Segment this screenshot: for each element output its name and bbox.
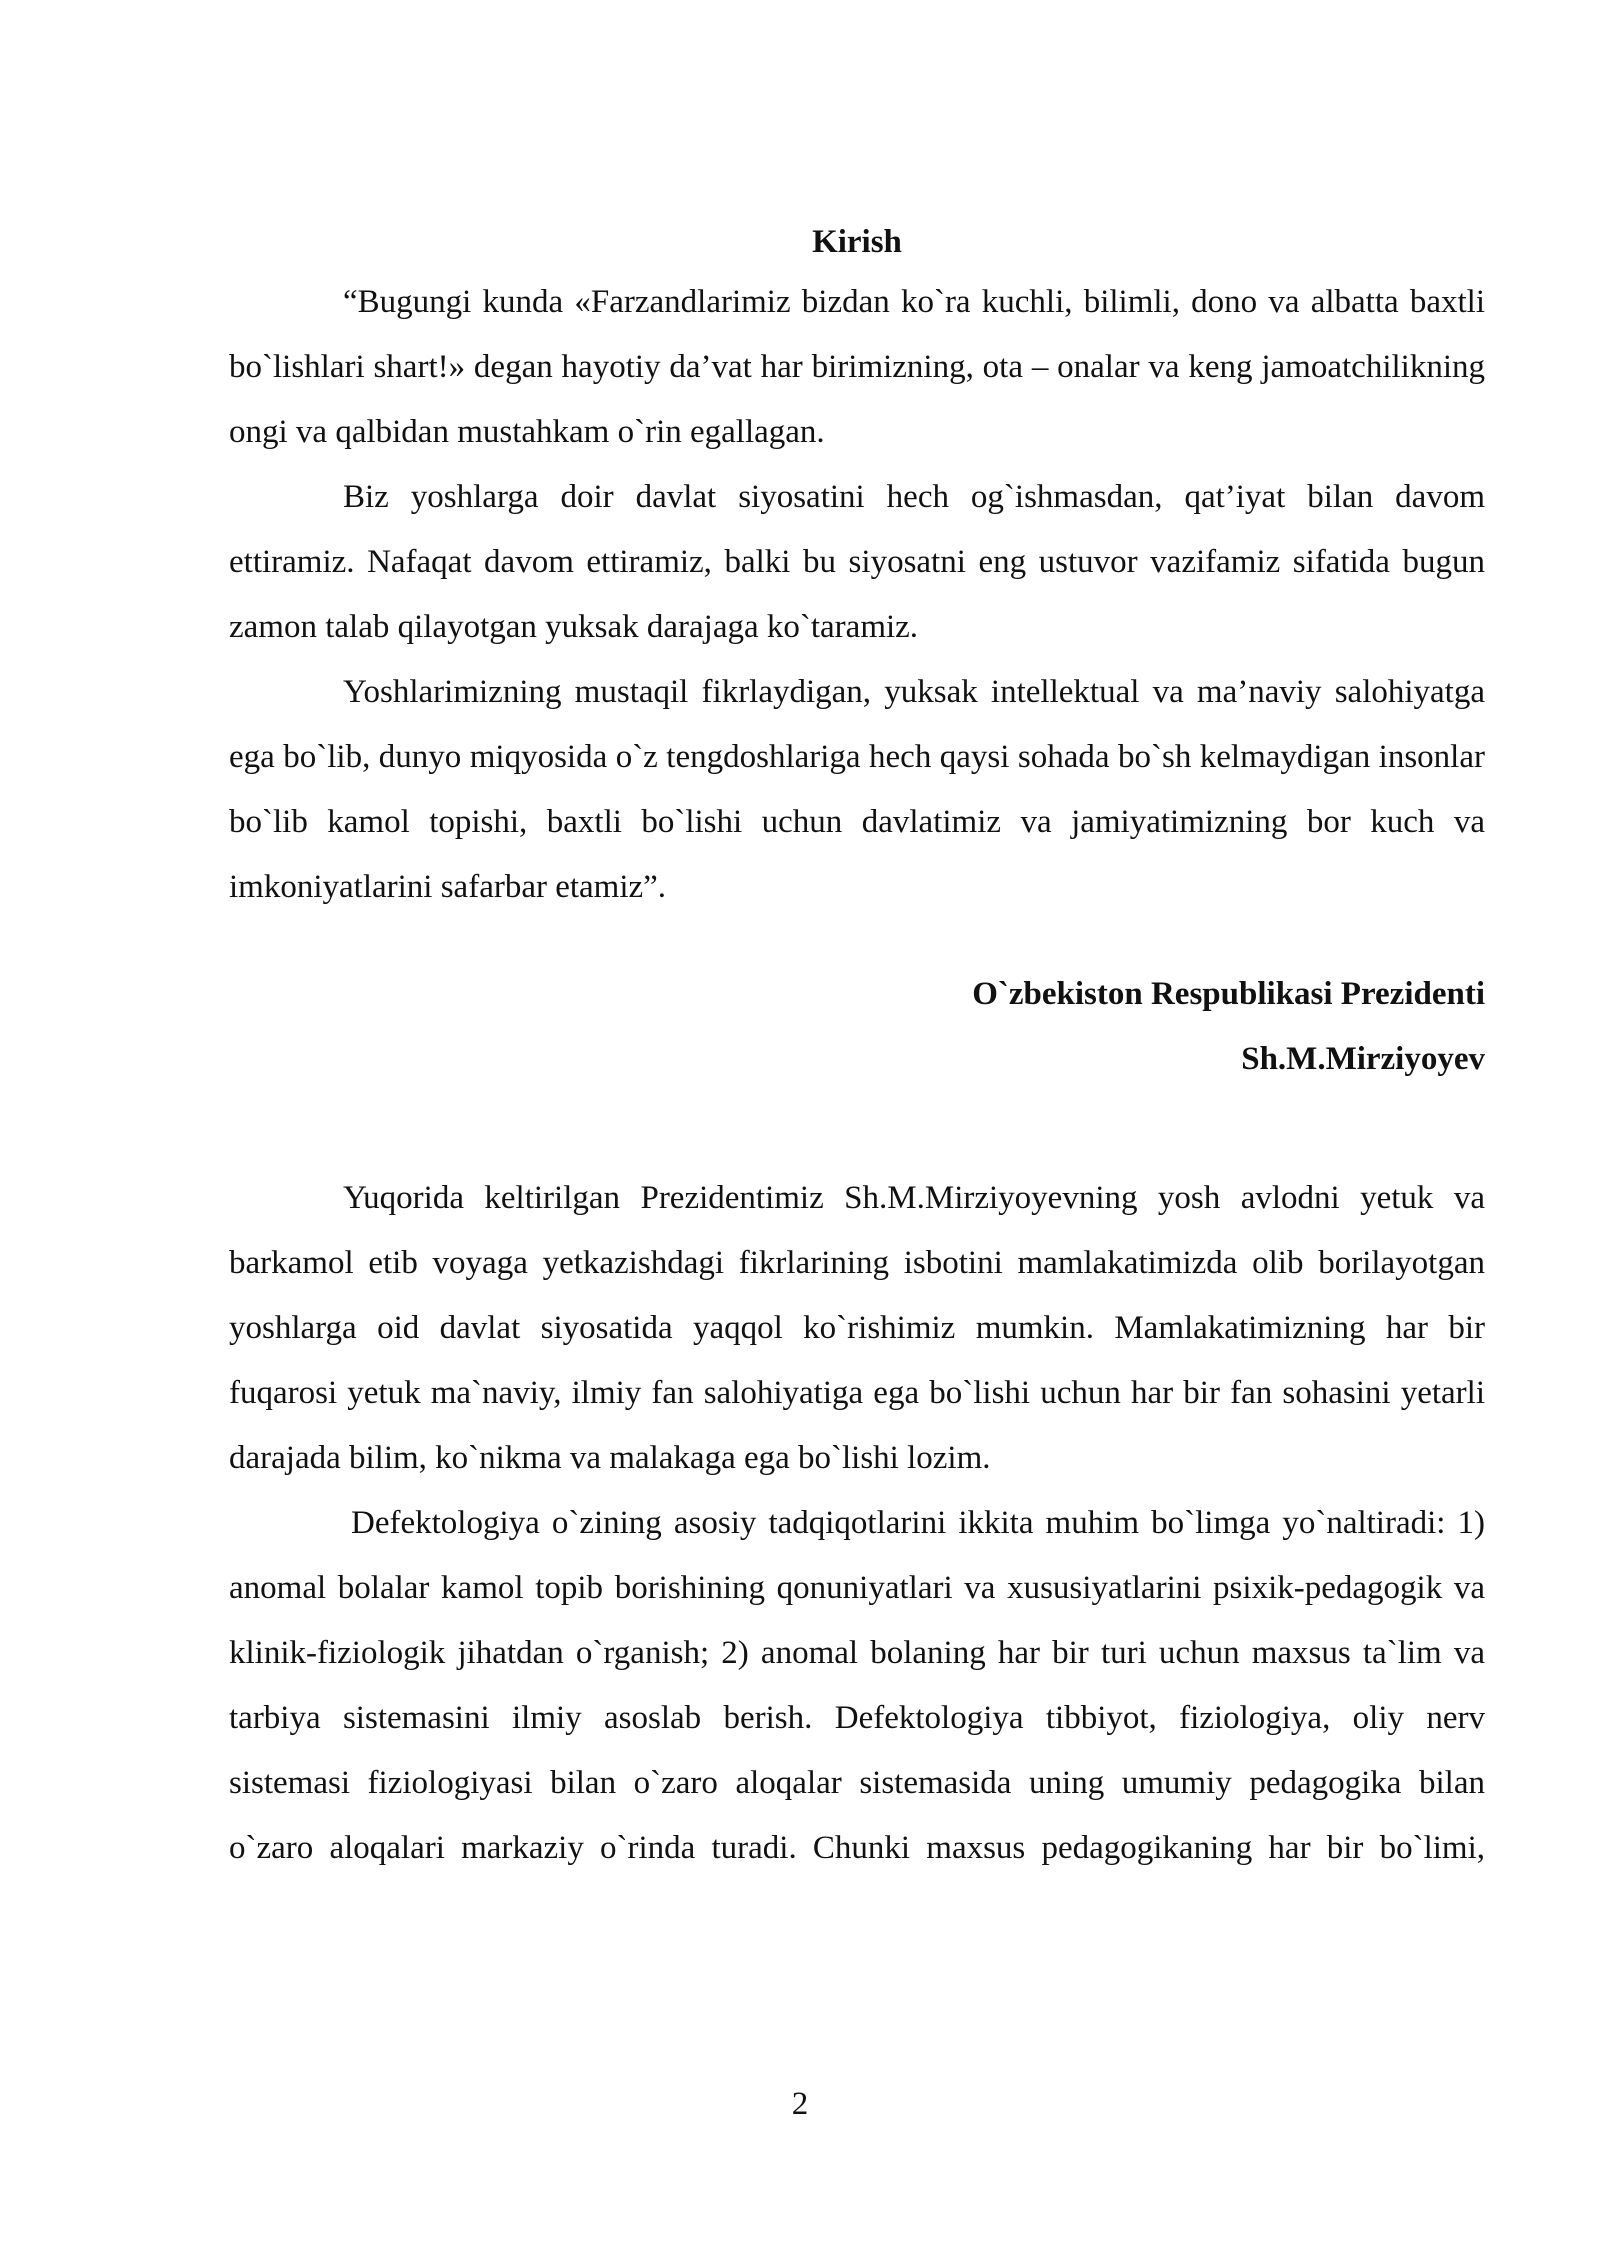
- body-paragraph: Defektologiya o`zining asosiy tadqiqotlarini ikkita muhim bo`limga yo`naltiradi: 1) anomal bolalar kamol topib borishining qonuniyatlari va xususiyatlarini psixik-pedagogik va klinik-fiziologik jihatdan o`rganish; 2) anomal bolaning har bir turi uchun maxsus ta`lim va tarbiya sistemasini ilmiy asoslab berish. Defektologiya tibbiyot, fiziologiya, oliy nerv sistemasi fiziologiyasi bilan o`zaro aloqalar sistemasida uning umumiy pedagogika bilan o`zaro aloqalari markaziy o`rinda turadi. Chunki maxsus pedagogikaning har bir bo`limi,: [229, 1505, 1485, 1866]
- spacer: [229, 1092, 1485, 1166]
- body-paragraph: Yuqorida keltirilgan Prezidentimiz Sh.M.Mirziyoyevning yosh avlodni yetuk va barkamol etib voyaga yetkazishdagi fikrlarining isbotini mamlakatimizda olib borilayotgan yoshlarga oid davlat siyosatida yaqqol ko`rishimiz mumkin. Mamlakatimizning har bir fuqarosi yetuk ma`naviy, ilmiy fan salohiyatiga ega bo`lishi uchun har bir fan sohasini yetarli darajada bilim, ko`nikma va malakaga ega bo`lishi lozim.: [229, 1180, 1485, 1476]
- signature-position: O`zbekiston Respublikasi Prezidenti: [972, 976, 1485, 1012]
- section-title: Kirish: [812, 224, 902, 260]
- intro-paragraph: Yoshlarimizning mustaqil fikrlaydigan, yuksak intellektual va ma’naviy salohiyatga ega bo`lib, dunyo miqyosida o`z tengdoshlariga hech qaysi sohada bo`sh kelmaydigan insonlar bo`lib kamol topishi, baxtli bo`lishi uchun davlatimiz va jamiyatimizning bor kuch va imkoniyatlarini safarbar etamiz”.: [229, 674, 1485, 905]
- signature-name: Sh.M.Mirziyoyev: [1241, 1041, 1485, 1077]
- intro-paragraph: Biz yoshlarga doir davlat siyosatini hech og`ishmasdan, qat’iyat bilan davom ettiramiz. Nafaqat davom ettiramiz, balki bu siyosatni eng ustuvor vazifamiz sifatida bugun zamon talab qilayotgan yuksak darajaga ko`taramiz.: [229, 479, 1485, 645]
- spacer: [229, 920, 1485, 962]
- page-number: 2: [791, 2086, 809, 2122]
- page-content: [229, 214, 1485, 1881]
- intro-paragraph: “Bugungi kunda «Farzandlarimiz bizdan ko`ra kuchli, bilimli, dono va albatta baxtli bo`lishlari shart!» degan hayotiy da’vat har birimizning, ota – onalar va keng jamoatchilikning ongi va qalbidan mustahkam o`rin egallagan.: [229, 284, 1485, 450]
